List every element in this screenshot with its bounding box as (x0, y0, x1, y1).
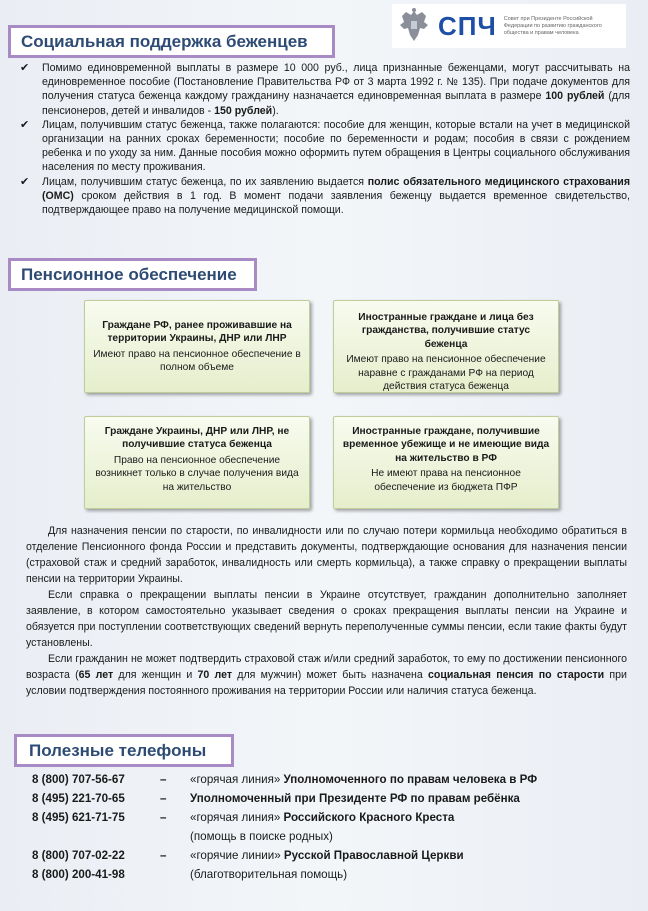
bullet-text: Лицам, получившим статус беженца, по их заявлению выдается полис обязательного медицинского страхования (ОМС) сроком действия в 1 год. В момент подачи заявления беженцу выдается временное свидетельство, подтверждающее право на получение медицинской помощи. (42, 175, 630, 217)
section-title-pension: Пенсионное обеспечение (8, 258, 257, 291)
pension-paragraph-1: Для назначения пенсии по старости, по инвалидности или по случаю потери кормильца необходимо обратиться в отделение Пенсионного фонда России и представить документы, подтверждающие основания для назначения пенсии (страховой стаж и средний заработок, инвалидность или смерть кормильца), а также справку о прекращении выплаты пенсии на территории Украины. (26, 525, 627, 585)
phone-description: (помощь в поиске родных) (190, 830, 333, 843)
phone-row: 8 (495) 221-70-65 – Уполномоченный при Президенте РФ по правам ребёнка (32, 789, 610, 808)
phone-number (32, 827, 160, 846)
social-support-list (18, 61, 630, 217)
list-item (18, 61, 630, 118)
box-body: Не имеют права на пенсионное обеспечение из бюджета ПФР (371, 468, 521, 493)
phone-row (32, 865, 610, 884)
logo-abbreviation: СПЧ (438, 10, 497, 41)
phone-number[interactable]: 8 (495) 221-70-65 (32, 792, 125, 805)
box-body: Имеют право на пенсионное обеспечение наравне с гражданами РФ на период действия статуса беженца (346, 354, 546, 393)
box-body: Право на пенсионное обеспечение возникнет только в случае получения вида на жительство (95, 454, 299, 493)
bullet-text: Помимо единовременной выплаты в размере 10 000 руб., лица признанные беженцами, могут рассчитывать на единовременное пособие (Постановление Правительства РФ от 3 марта 1992 г. № 135). При подаче документов для получения статуса беженца каждому гражданину назначается единовременная выплата в размере 100 рублей (для пенсионеров, детей и инвалидов - 150 рублей). (42, 62, 630, 117)
phone-number[interactable]: 8 (800) 200-41-98 (32, 868, 125, 881)
pension-paragraph-3: Если гражданин не может подтвердить страховой стаж и/или средний заработок, то ему по достижении пенсионного возраста (65 лет для женщин и 70 лет для мужчин) может быть назначена социальная пенсия по старости при условии подтверждения постоянного проживания на территории России или наличия статуса беженца. (26, 653, 627, 697)
phone-description: Уполномоченный при Президенте РФ по правам ребёнка (190, 792, 520, 805)
checkmark-icon: ✔ (20, 175, 30, 188)
pension-box-non-refugees (84, 416, 310, 509)
list-item (18, 175, 630, 218)
box-heading: Иностранные граждане, получившие временное убежище и не имеющие вида на жительство в РФ (342, 426, 550, 464)
phone-list (32, 770, 610, 884)
box-heading: Граждане РФ, ранее проживавшие на территории Украины, ДНР или ЛНР (102, 320, 292, 345)
phone-row: 8 (495) 621-71-75 – «горячая линия» Российского Красного Креста (32, 808, 610, 827)
phone-number[interactable]: 8 (495) 621-71-75 (32, 811, 125, 824)
logo-subtitle: Совет при Президенте Российской Федерации по развитию гражданского общества и правам человека (503, 15, 602, 36)
pension-box-temporary-asylum (333, 416, 559, 509)
phone-description: (благотворительная помощь) (190, 868, 348, 881)
phone-number[interactable]: 8 (800) 707-02-22 (32, 849, 125, 862)
pension-box-refugees (333, 300, 559, 393)
checkmark-icon: ✔ (20, 118, 30, 131)
section-title-social-support: Социальная поддержка беженцев (8, 25, 335, 58)
box-heading: Иностранные граждане и лица без гражданства, получившие статус беженца (358, 312, 534, 350)
phone-description: «горячая линия» Уполномоченного по правам человека в РФ (190, 773, 538, 786)
spch-logo (392, 4, 626, 48)
section-title-phones: Полезные телефоны (14, 734, 234, 767)
phone-description: «горячие линии» Русской Православной Церкви (190, 849, 464, 862)
phone-number[interactable]: 8 (800) 707-56-67 (32, 773, 125, 786)
phone-row (32, 827, 610, 846)
phone-row: 8 (800) 707-02-22 – «горячие линии» Русской Православной Церкви (32, 846, 610, 865)
box-body: Имеют право на пенсионное обеспечение в полном объеме (93, 348, 301, 374)
double-headed-eagle-icon (398, 7, 430, 45)
phone-row: 8 (800) 707-56-67 – «горячая линия» Уполномоченного по правам человека в РФ (32, 770, 610, 789)
checkmark-icon: ✔ (20, 62, 30, 74)
list-item (18, 118, 630, 175)
pension-box-rf-citizens (84, 300, 310, 393)
box-heading: Граждане Украины, ДНР или ЛНР, не получившие статуса беженца (104, 426, 290, 451)
phone-description: «горячая линия» Российского Красного Креста (190, 811, 455, 824)
pension-paragraph-2: Если справка о прекращении выплаты пенсии в Украине отсутствует, гражданин дополнительно заполняет заявление, в котором самостоятельно указывает сведения о сроках прекращения выплаты пенсии на Украине и обязуется при поступлении соответствующих сведений вернуть переполученные суммы пенсии, если такие факты будут установлены. (26, 589, 627, 649)
bullet-text: Лицам, получившим статус беженца, также полагаются: пособие для женщин, которые встали на учет в медицинской организации на ранних сроках беременности; пособие по беременности и родам; пособия в связи с рождением ребенка и по уходу за ним. Данные пособия можно оформить путем обращения в Центры социального обслуживания населения по месту проживания. (42, 118, 630, 174)
